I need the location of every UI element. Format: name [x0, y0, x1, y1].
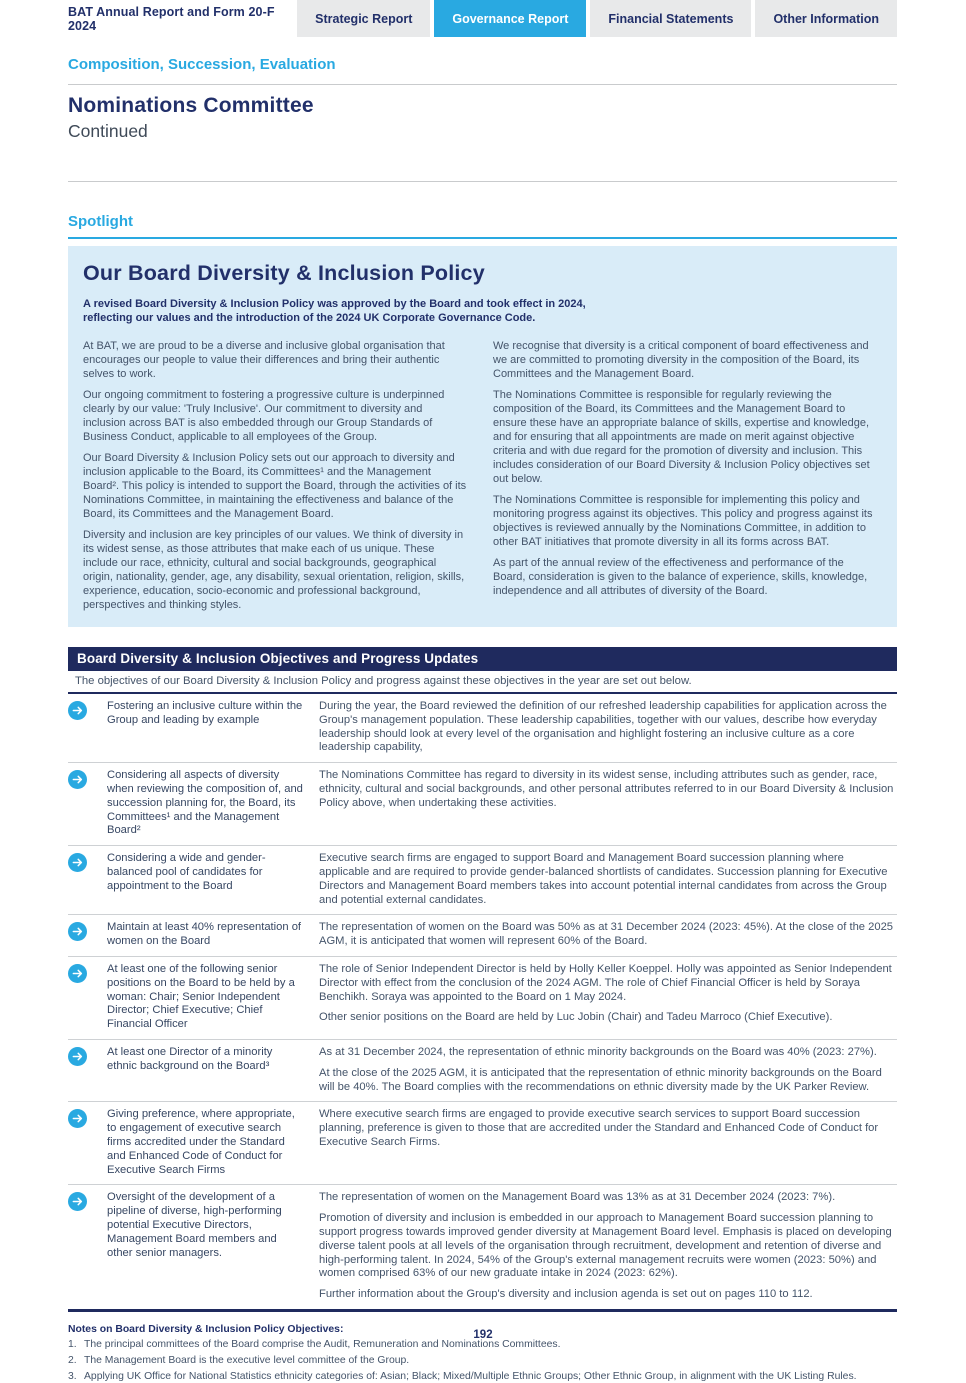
objective-text: Giving preference, where appropriate, to engagement of executive search firms accredited under the Standard and Enhanced Code of Conduct for Executive Search Firms: [107, 1108, 295, 1176]
objective-icon-cell: [68, 1191, 107, 1302]
objectives-intro: The objectives of our Board Diversity & Inclusion Policy and progress against these objectives in the year are set out below.: [68, 671, 897, 694]
progress-text: [319, 963, 897, 1032]
objective-icon-cell: [68, 700, 107, 755]
objective-icon-cell: [68, 921, 107, 949]
tab-strategic-report[interactable]: Strategic Report: [297, 0, 430, 37]
panel-paragraph: At BAT, we are proud to be a diverse and inclusive global organisation that encourages our people to value their differences and bring their authentic selves to work.: [83, 340, 445, 380]
panel-left-column: [83, 332, 467, 612]
page-number: 192: [473, 1329, 493, 1341]
progress-paragraph: The role of Senior Independent Director is held by Holly Keller Koeppel. Holly was appointed as Senior Independent Director with effect from the conclusion of the 2024 AGM. The role of Chief Financial Officer is held by Soraya Benchikh. Soraya was appointed to the Board on 1 May 2024.: [319, 962, 892, 1003]
tab-other-information[interactable]: Other Information: [755, 0, 897, 37]
diversity-policy-panel: [68, 246, 897, 627]
objective-icon-cell: [68, 1046, 107, 1094]
arrow-right-circle-icon: [68, 1109, 87, 1128]
objectives-table: [68, 694, 897, 1312]
arrow-right-glyph: [72, 926, 83, 937]
arrow-right-glyph: [72, 857, 83, 868]
objective-icon-cell: [68, 769, 107, 838]
panel-paragraph: Diversity and inclusion are key principles of our values. We think of diversity in its widest sense, as those attributes that make each of us unique. These include our race, ethnicity, cultural and social backgrounds, geographical origin, nationality, gender, age, any disability, sexual orientation, religion, skills, experience, education, socio-economic and professional background, perspectives and thinking styles.: [83, 529, 465, 611]
section-tabs: [293, 0, 897, 37]
divider: [68, 181, 897, 182]
page-title: Nominations Committee: [68, 94, 314, 117]
page-header: [68, 0, 897, 37]
spotlight-rule: [68, 237, 897, 239]
progress-paragraph: Promotion of diversity and inclusion is embedded in our approach to Management Board succession planning to support progress towards improved gender diversity at Management Board level. Emphasis is placed on developing diverse talent pools at all levels of the organisation through recruitment, development and retention of diverse and high-performing talent. In 2024, 54% of the Group's external management recruits were women (2023: 50%) and women comprised 63% of our new graduate intake in 2024 (2023: 62%).: [319, 1212, 892, 1280]
objective-row: [68, 915, 897, 957]
progress-text: [319, 921, 897, 949]
arrow-right-glyph: [72, 1113, 83, 1124]
objective-text: Fostering an inclusive culture within the Group and leading by example: [107, 700, 303, 726]
objective-row: [68, 1185, 897, 1309]
objective-row: [68, 763, 897, 846]
objective-text: Considering a wide and gender-balanced pool of candidates for appointment to the Board: [107, 852, 266, 892]
progress-paragraph: Executive search firms are engaged to support Board and Management Board succession planning where applicable and are required to provide gender-balanced shortlists of candidates. Succession planning for Executive Directors and Management Board members takes into account potential internal candidates from across the Group and potential external candidates.: [319, 852, 888, 906]
panel-paragraph: We recognise that diversity is a critical component of board effectiveness and we are committed to promoting diversity in the composition of the Board, its Committees and the Management Board.: [493, 340, 869, 380]
panel-paragraph: Our Board Diversity & Inclusion Policy sets out our approach to diversity and inclusion applicable to the Board, its Committees¹ and the Management Board². This policy is intended to support the Board, through the activities of its Nominations Committee, in maintaining the effectiveness and balance of the Board, its Committees and the Management Board.: [83, 452, 467, 520]
panel-paragraph: The Nominations Committee is responsible for implementing this policy and monitoring progress against its objectives. This policy and progress against its objectives is reviewed annually by the Nominations Committee, in addition to other BAT initiatives that promote diversity in all its forms across BAT.: [493, 494, 873, 548]
objective-row: [68, 957, 897, 1040]
objective-row: [68, 1102, 897, 1185]
notes-heading: Notes on Board Diversity & Inclusion Policy Objectives:: [68, 1323, 344, 1335]
arrow-right-glyph: [72, 1196, 83, 1207]
progress-text: [319, 1108, 897, 1177]
arrow-right-glyph: [72, 774, 83, 785]
panel-right-column: [493, 332, 877, 612]
panel-columns: [83, 332, 877, 612]
divider: [68, 84, 897, 85]
spotlight-label: Spotlight: [68, 213, 133, 230]
objective-text: Considering all aspects of diversity when reviewing the composition of, and succession planning for, the Board, its Committees¹ and the Management Board²: [107, 769, 303, 837]
objective-icon-cell: [68, 963, 107, 1032]
note-text: The Management Board is the executive level committee of the Group.: [84, 1354, 410, 1366]
progress-paragraph: The Nominations Committee has regard to diversity in its widest sense, including attributes such as gender, race, ethnicity, cultural and social backgrounds, and other personal attributes referred to in our Board Diversity & Inclusion Policy above, when undertaking these activities.: [319, 769, 894, 809]
objective-row: [68, 694, 897, 763]
arrow-right-circle-icon: [68, 770, 87, 789]
progress-paragraph: The representation of women on the Management Board was 13% as at 31 December 2024 (2023: 7%).: [319, 1191, 836, 1204]
arrow-right-glyph: [72, 968, 83, 979]
report-title: BAT Annual Report and Form 20-F 2024: [68, 4, 275, 33]
objective-text: At least one of the following senior positions on the Board to be held by a woman: Chair; Senior Independent Director; Chief Executive; Chief Financial Officer: [107, 962, 295, 1031]
panel-paragraph: As part of the annual review of the effectiveness and performance of the Board, consideration is given to the balance of experience, skills, knowledge, independence and all attributes of diversity of the Board.: [493, 557, 868, 597]
progress-paragraph: Where executive search firms are engaged to provide executive search services to support Board succession planning, preference is given to those that are accredited under the Standard and Enhanced Code of Conduct for Executive Search Firms.: [319, 1108, 879, 1148]
progress-paragraph: At the close of the 2025 AGM, it is anticipated that the representation of ethnic minority backgrounds on the Board will be 40%. The Board complies with the recommendations on ethnic diversity made by the UK Parker Review.: [319, 1066, 882, 1093]
panel-intro: [83, 297, 877, 325]
arrow-right-circle-icon: [68, 1047, 87, 1066]
arrow-right-glyph: [72, 705, 83, 716]
panel-paragraph: The Nominations Committee is responsible for regularly reviewing the composition of the Board, its Committees and the Management Board to ensure these have an appropriate balance of skills, expertise and knowledge, and for ensuring that all appointments are made on merit against objective criteria and with due regard for the promotion of diversity and inclusion. This includes consideration of our Board Diversity & Inclusion Policy objectives set out below.: [493, 389, 870, 485]
note-text: Applying UK Office for National Statistics ethnicity categories of: Asian; Black; Mixed/Multiple Ethnic Groups; Other Ethnic Group, in alignment with the UK Listing Rules.: [84, 1370, 857, 1382]
arrow-right-circle-icon: [68, 964, 87, 983]
arrow-right-circle-icon: [68, 922, 87, 941]
objective-icon-cell: [68, 852, 107, 907]
objective-text: Maintain at least 40% representation of women on the Board: [107, 921, 302, 948]
note-number: 1.: [68, 1338, 77, 1350]
panel-intro-line-1: A revised Board Diversity & Inclusion Policy was approved by the Board and took effect in 2024,: [83, 298, 586, 310]
note-number: 2.: [68, 1354, 77, 1366]
progress-text: [319, 769, 897, 838]
note-number: 3.: [68, 1370, 77, 1382]
objective-row: [68, 846, 897, 915]
objective-icon-cell: [68, 1108, 107, 1177]
progress-paragraph: Further information about the Group's diversity and inclusion agenda is set out on pages 110 to 112.: [319, 1288, 813, 1301]
objective-text: At least one Director of a minority ethnic background on the Board³: [107, 1045, 273, 1072]
panel-intro-line-2: reflecting our values and the introduction of the 2024 UK Corporate Governance Code.: [83, 312, 536, 324]
progress-text: [319, 700, 897, 755]
progress-text: [319, 1191, 897, 1302]
note-text: The principal committees of the Board comprise the Audit, Remuneration and Nominations Committees.: [84, 1338, 561, 1350]
objective-row: [68, 1040, 897, 1102]
objective-text: Oversight of the development of a pipeline of diverse, high-performing potential Executive Directors, Management Board members and other senior managers.: [107, 1191, 282, 1259]
objectives-banner: Board Diversity & Inclusion Objectives and Progress Updates: [68, 647, 897, 671]
arrow-right-circle-icon: [68, 853, 87, 872]
panel-paragraph: Our ongoing commitment to fostering a progressive culture is underpinned clearly by our value: 'Truly Inclusive'. Our commitment to diversity and inclusion across BAT is also embedded through our Group Standards of Business Conduct, applicable to all employees of the Group.: [83, 389, 445, 443]
progress-paragraph: During the year, the Board reviewed the definition of our refreshed leadership capabilities for application across the Group's management population. These leadership capabilities, together with our values, describe how everyday leadership should look at every level of the organisation and highlight fostering an inclusive culture as a core leadership capability,: [319, 700, 887, 754]
progress-text: [319, 852, 897, 907]
progress-paragraph: The representation of women on the Board was 50% as at 31 December 2024 (2023: 45%). At the close of the 2025 AGM, it is anticipated that women will represent 60% of the Board.: [319, 921, 894, 948]
page-subtitle: Continued: [68, 121, 148, 141]
arrow-right-circle-icon: [68, 701, 87, 720]
tab-financial-statements[interactable]: Financial Statements: [590, 0, 751, 37]
section-label: Composition, Succession, Evaluation: [68, 56, 336, 73]
tab-governance-report[interactable]: Governance Report: [434, 0, 586, 37]
progress-paragraph: Other senior positions on the Board are held by Luc Jobin (Chair) and Tadeu Marroco (Chief Executive).: [319, 1011, 833, 1024]
panel-title: Our Board Diversity & Inclusion Policy: [83, 261, 485, 285]
progress-paragraph: As at 31 December 2024, the representation of ethnic minority backgrounds on the Board was 40% (2023: 27%).: [319, 1045, 877, 1058]
arrow-right-circle-icon: [68, 1192, 87, 1211]
note-item: [68, 1370, 897, 1383]
progress-text: [319, 1046, 897, 1094]
arrow-right-glyph: [72, 1051, 83, 1062]
